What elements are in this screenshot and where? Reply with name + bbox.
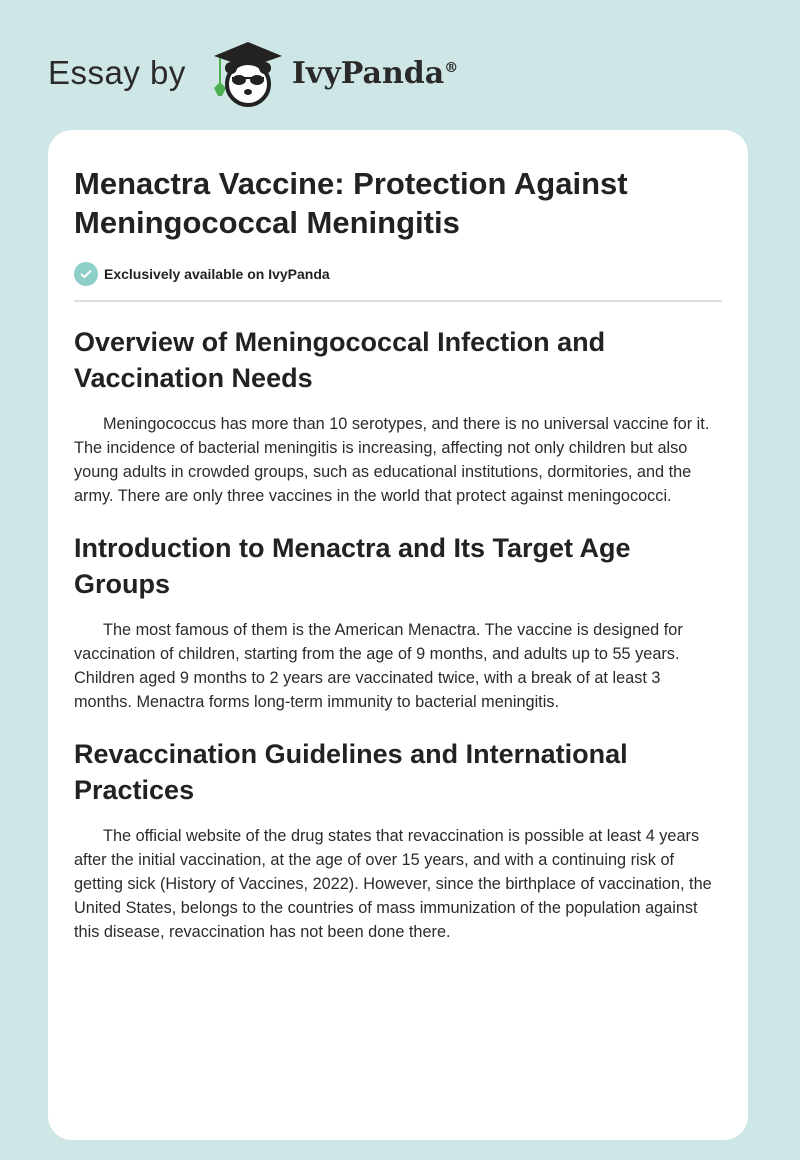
section-heading: Revaccination Guidelines and International Practices [74, 739, 628, 805]
divider [74, 300, 722, 302]
essay-card [48, 130, 748, 1140]
section-body: The official website of the drug states that revaccination is possible at least 4 years after the initial vaccination, at the age of over 15 years, and with a continuing risk of getting sick (History of Vaccines, 2022). However, since the birthplace of vaccination, the United States, belongs to the countries of mass immunization of the population against this disease, revaccination has not been done there. [74, 827, 712, 941]
exclusive-badge [74, 262, 722, 286]
essay-by-label: Essay by [48, 54, 186, 91]
section-body: The most famous of them is the American Menactra. The vaccine is designed for vaccination of children, starting from the age of 9 months, and adults up to 55 years. Children aged 9 months to 2 years are vaccinated twice, with a break of at least 3 months. Menactra forms long-term immunity to bacterial meningitis. [74, 621, 683, 711]
essay-title: Menactra Vaccine: Protection Against Meningococcal Meningitis [74, 166, 628, 240]
section-heading: Overview of Meningococcal Infection and Vaccination Needs [74, 327, 606, 393]
site-header [48, 38, 458, 108]
section-heading: Introduction to Menactra and Its Target Age Groups [74, 533, 631, 599]
ivypanda-logo-icon [204, 38, 286, 108]
section-body: Meningococcus has more than 10 serotypes, and there is no universal vaccine for it. The incidence of bacterial meningitis is increasing, affecting not only children but also young adults in crowded groups, such as educational institutions, dormitories, and the army. There are only three vaccines in the world that protect against meningococci. [74, 415, 710, 505]
brand-name: IvyPanda® [291, 55, 459, 91]
exclusive-label: Exclusively available on IvyPanda [104, 266, 330, 282]
check-icon [74, 262, 98, 286]
